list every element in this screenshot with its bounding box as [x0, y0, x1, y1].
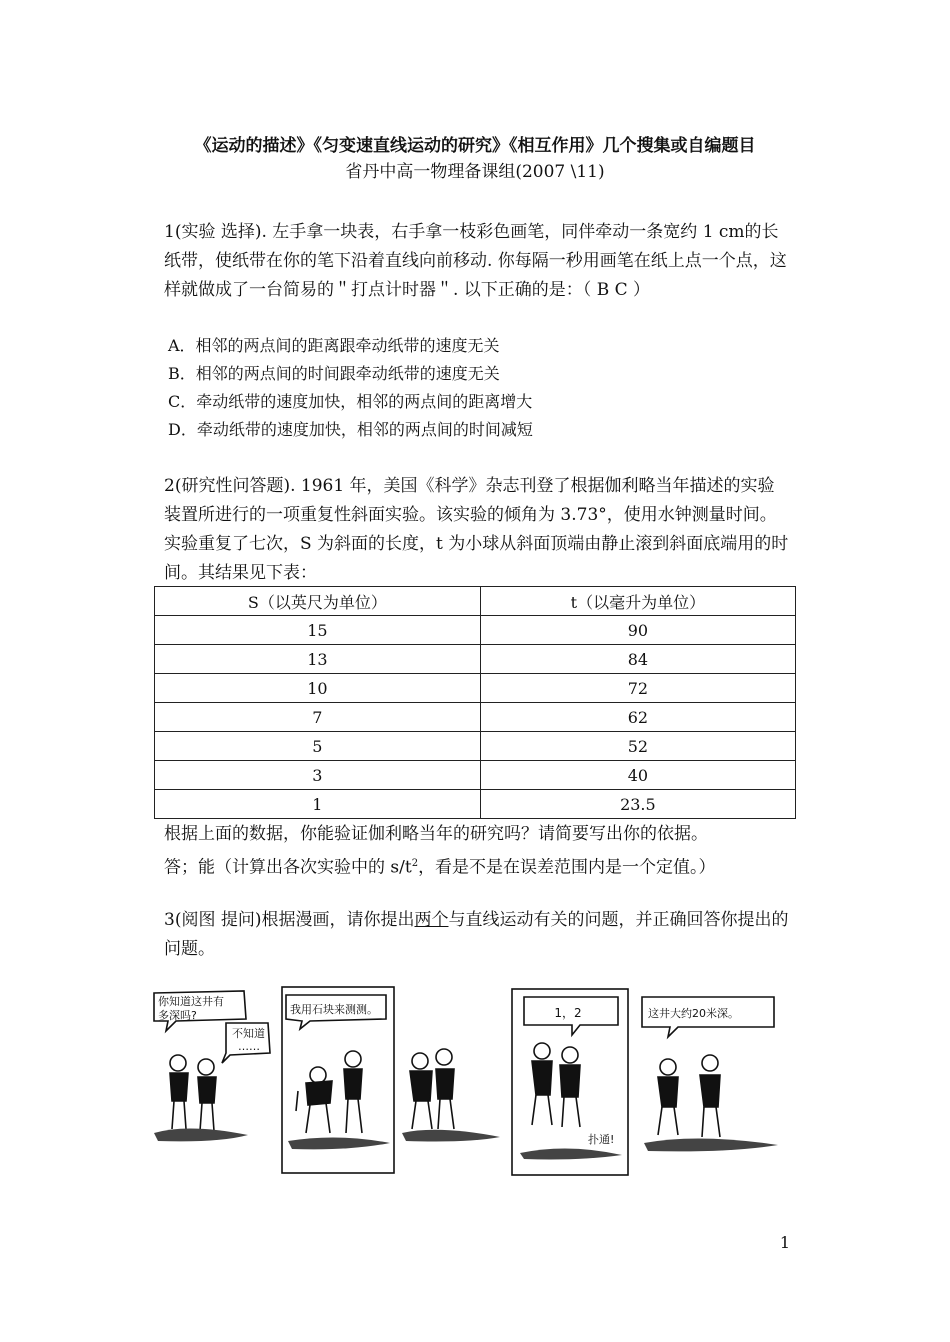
- table-cell: 10: [155, 674, 481, 703]
- speech-bubble-5: 这井大约20米深。: [648, 1007, 739, 1020]
- experiment-data-table: [154, 586, 796, 819]
- question-3-stem: [164, 906, 790, 964]
- table-row: [155, 761, 796, 790]
- table-header-t: t（以毫升为单位）: [480, 587, 795, 616]
- question-1-option-a: A．相邻的两点间的距离跟牵动纸带的速度无关: [168, 336, 500, 355]
- stem-text-end: 与直线运动有关的问题，并正确回答你提出的问题。: [164, 910, 789, 959]
- cartoon-panel-5: [642, 997, 778, 1151]
- table-cell: 52: [480, 732, 795, 761]
- table-row: [155, 674, 796, 703]
- speech-bubble-2b: ……: [238, 1040, 260, 1053]
- speech-bubble-4: 1，2: [554, 1006, 582, 1020]
- cartoon-panel-3: [402, 1049, 500, 1142]
- table-cell: 23.5: [480, 790, 795, 819]
- question-1-option-d: D．牵动纸带的速度加快，相邻的两点间的时间减短: [168, 420, 533, 439]
- question-2-answer: [164, 849, 790, 883]
- page-title: 《运动的描述》《匀变速直线运动的研究》《相互作用》几个搜集或自编题目: [194, 136, 756, 156]
- table-row: [155, 616, 796, 645]
- table-row: [155, 790, 796, 819]
- answer-text-end: ，看是不是在误差范围内是一个定值。）: [418, 857, 716, 878]
- sound-effect-text: 扑通!: [588, 1133, 615, 1146]
- table-cell: 84: [480, 645, 795, 674]
- question-2-question: 根据上面的数据，你能验证伽利略当年的研究吗？请简要写出你的依据。: [164, 824, 708, 844]
- table-header-row: [155, 587, 796, 616]
- table-cell: 1: [155, 790, 481, 819]
- answer-text: 答；能（计算出各次实验中的 s/t: [164, 857, 412, 878]
- table-cell: 13: [155, 645, 481, 674]
- answer-superscript: 2: [411, 858, 419, 869]
- speech-bubble-1b: 多深吗?: [158, 1009, 197, 1022]
- table-cell: 5: [155, 732, 481, 761]
- page-subtitle: 省丹中高一物理备课组(2007 \11): [345, 162, 605, 182]
- question-2-stem: 2(研究性问答题). 1961 年，美国《科学》杂志刊登了根据伽利略当年描述的实验装置所进行的一项重复性斜面实验。该实验的倾角为 3.73°，使用水钟测量时间。实验重复了七次，S 为斜面的长度，t 为小球从斜面顶端由静止滚到斜面底端用的时间。其结果见下表：: [164, 476, 789, 583]
- cartoon-panel-1: [154, 991, 270, 1141]
- question-1-option-b: B．相邻的两点间的时间跟牵动纸带的速度无关: [168, 364, 500, 383]
- cartoon-panel-2: [282, 987, 394, 1173]
- table-row: [155, 703, 796, 732]
- table-cell: 90: [480, 616, 795, 645]
- stem-text: 3(阅图 提问)根据漫画，请你提出: [164, 910, 415, 930]
- well-depth-cartoon: [148, 983, 790, 1179]
- table-cell: 72: [480, 674, 795, 703]
- table-header-s: S（以英尺为单位）: [155, 587, 481, 616]
- cartoon-panel-4: [512, 989, 628, 1175]
- table-cell: 62: [480, 703, 795, 732]
- question-1-option-c: C．牵动纸带的速度加快，相邻的两点间的距离增大: [168, 392, 533, 411]
- question-1-stem: 1(实验 选择). 左手拿一块表，右手拿一枝彩色画笔，同伴牵动一条宽约 1 cm的长纸带，使纸带在你的笔下沿着直线向前移动. 你每隔一秒用画笔在纸上点一个点，这样就做成了一台简易的＂打点计时器＂. 以下正确的是：（ B C ）: [164, 222, 787, 300]
- speech-bubble-1a: 你知道这井有: [158, 995, 224, 1008]
- speech-bubble-2a: 不知道: [232, 1027, 265, 1040]
- table-row: [155, 645, 796, 674]
- page-number: 1: [779, 1233, 790, 1252]
- table-cell: 15: [155, 616, 481, 645]
- table-cell: 7: [155, 703, 481, 732]
- underlined-emphasis: 两个: [414, 910, 449, 930]
- speech-bubble-3: 我用石块来测测。: [290, 1003, 378, 1016]
- table-cell: 40: [480, 761, 795, 790]
- table-cell: 3: [155, 761, 481, 790]
- table-row: [155, 732, 796, 761]
